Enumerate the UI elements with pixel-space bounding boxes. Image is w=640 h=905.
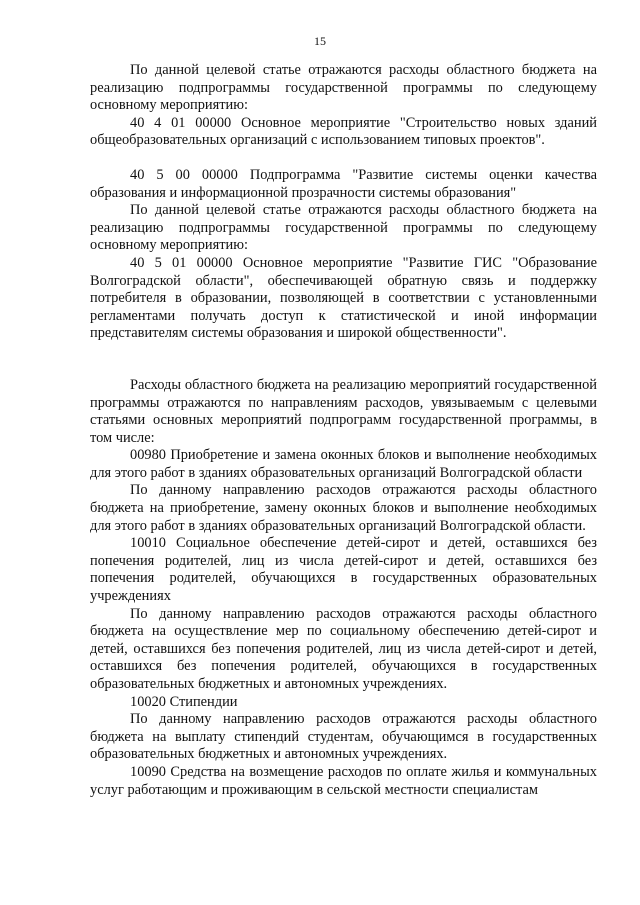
paragraph: 40 5 01 00000 Основное мероприятие "Развитие ГИС "Образование Волгоградской области", обеспечивающей обратную связь и поддержку потребителя в образовании, позволяющей в соответствии с установленными регламентами получать доступ к статистической и иной информации представителям системы образования и широкой общественности". (90, 254, 597, 342)
paragraph: По данной целевой статье отражаются расходы областного бюджета на реализацию подпрограммы государственной программы по следующему основному мероприятию: (90, 202, 597, 254)
paragraph: По данному направлению расходов отражаются расходы областного бюджета на приобретение, замену оконных блоков и выполнение необходимых для этого работ в зданиях образовательных организаций Волгоградской области. (90, 482, 597, 534)
paragraph: 10020 Стипендии (130, 693, 238, 710)
paragraph: По данной целевой статье отражаются расходы областного бюджета на реализацию подпрограммы государственной программы по следующему основному мероприятию: (90, 62, 597, 114)
paragraph: По данному направлению расходов отражаются расходы областного бюджета на осуществление мер по социальному обеспечению детей-сирот и детей, оставшихся без попечения родителей, лиц из числа детей-сирот и детей, оставшихся без попечения родителей, обучающихся в государственных образовательных бюджетных и автономных учреждениях. (90, 605, 597, 692)
page-number: 15 (314, 34, 326, 48)
paragraph: 10010 Социальное обеспечение детей-сирот и детей, оставшихся без попечения родителей, лиц из числа детей-сирот и детей, оставшихся без попечения родителей, обучающихся в государственных образовательных учреждениях (90, 535, 597, 605)
paragraph: Расходы областного бюджета на реализацию мероприятий государственной программы отражаются по направлениям расходов, увязываемым с целевыми статьями основных мероприятий подпрограмм государственной программы, в том числе: (90, 376, 597, 446)
paragraph: 00980 Приобретение и замена оконных блоков и выполнение необходимых для этого работ в зданиях образовательных организаций Волгоградской области (90, 447, 597, 481)
document-body (90, 62, 597, 799)
paragraph: По данному направлению расходов отражаются расходы областного бюджета на выплату стипендий студентам, обучающимся в государственных образовательных бюджетных и автономных учреждениях. (90, 711, 597, 763)
paragraph: 40 4 01 00000 Основное мероприятие "Строительство новых зданий общеобразовательных организаций с использованием типовых проектов". (90, 114, 597, 149)
paragraph: 40 5 00 00000 Подпрограмма "Развитие системы оценки качества образования и информационной прозрачности системы образования" (90, 166, 597, 201)
paragraph: 10090 Средства на возмещение расходов по оплате жилья и коммунальных услуг работающим и проживающим в сельской местности специалистам (90, 763, 597, 798)
